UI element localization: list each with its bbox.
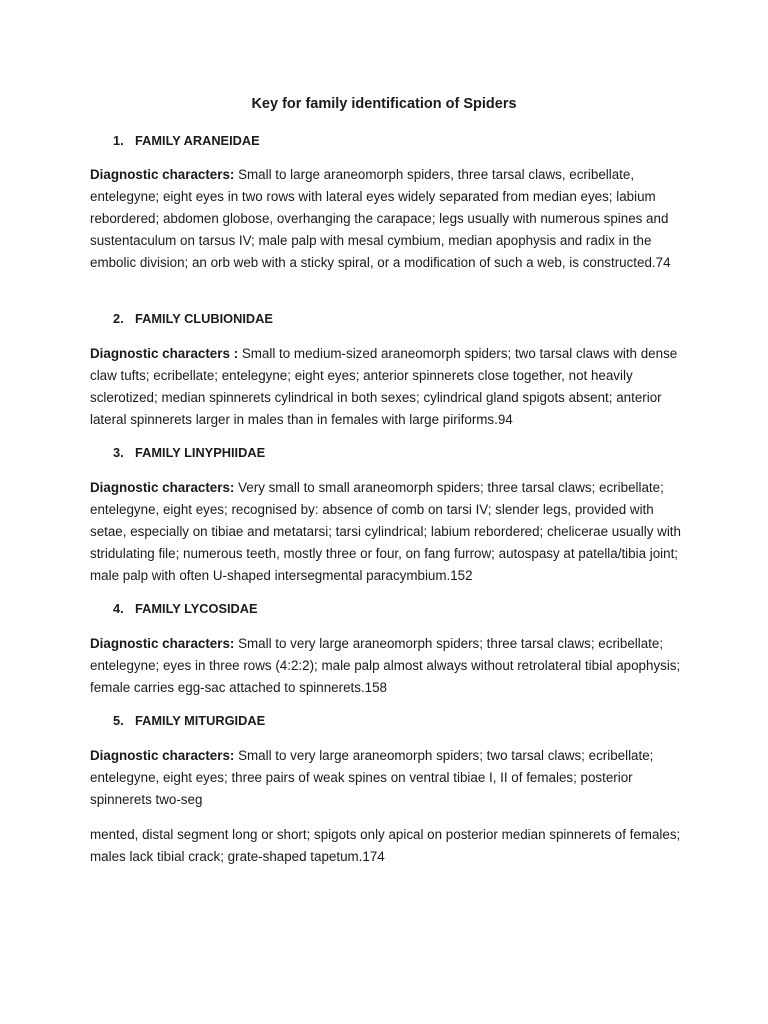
section-heading-text: FAMILY MITURGIDAE — [135, 713, 266, 728]
section-heading-lycosidae — [113, 599, 258, 619]
section-heading-clubionidae — [113, 309, 273, 329]
diagnostic-text: Very small to small araneomorph spiders; three tarsal claws; ecribellate; entelegyne, eight eyes; recognised by: absence of comb on tarsi IV; slender legs, provided with setae, especially on tibiae and metatarsi; tarsi cylindrical; labium rebordered; chelicerae usually with stridulating file; numerous teeth, mostly three or four, on fang furrow; autospasy at patella/tibia joint; male palp with often U-shaped intersegmental paracymbium.152 — [90, 480, 681, 583]
section-number: 1. — [113, 133, 124, 148]
diagnostic-label: Diagnostic characters: — [90, 167, 235, 182]
section-heading-araneidae — [113, 131, 260, 151]
diagnostic-label: Diagnostic characters: — [90, 748, 235, 763]
section-number: 2. — [113, 311, 124, 326]
continuation-paragraph: mented, distal segment long or short; spigots only apical on posterior median spinnerets of females; males lack tibial crack; grate-shaped tapetum.174 — [90, 827, 681, 864]
section-paragraph-linyphiidae — [90, 477, 690, 587]
section-heading-text: FAMILY CLUBIONIDAE — [135, 311, 273, 326]
diagnostic-text: Small to large araneomorph spiders, three tarsal claws, ecribellate, entelegyne; eight eyes in two rows with lateral eyes widely separated from median eyes; labium rebordered; abdomen globose, overhanging the carapace; legs usually with numerous spines and sustentaculum on tarsus IV; male palp with mesal cymbium, median apophysis and radix in the embolic division; an orb web with a sticky spiral, or a modification of such a web, is constructed.74 — [90, 167, 671, 270]
diagnostic-text: Small to very large araneomorph spiders; two tarsal claws; ecribellate; entelegyne, eight eyes; three pairs of weak spines on ventral tibiae I, II of females; posterior spinnerets two-seg — [90, 748, 654, 807]
section-paragraph-clubionidae — [90, 343, 690, 431]
section-heading-text: FAMILY LYCOSIDAE — [135, 601, 258, 616]
section-paragraph-araneidae — [90, 164, 690, 274]
section-heading-text: FAMILY LINYPHIIDAE — [135, 445, 266, 460]
diagnostic-label: Diagnostic characters : — [90, 346, 239, 361]
diagnostic-label: Diagnostic characters: — [90, 480, 235, 495]
section-paragraph-miturgidae — [90, 745, 690, 811]
diagnostic-text: Small to medium-sized araneomorph spiders; two tarsal claws with dense claw tufts; ecribellate; entelegyne; eight eyes; anterior spinnerets close together, not heavily sclerotized; median spinnerets cylindrical in both sexes; cylindrical gland spigots absent; anterior lateral spinnerets larger in males than in females with large piriforms.94 — [90, 346, 678, 427]
section-heading-miturgidae — [113, 711, 265, 731]
section-heading-linyphiidae — [113, 443, 265, 463]
diagnostic-text: Small to very large araneomorph spiders; three tarsal claws; ecribellate; entelegyne; eyes in three rows (4:2:2); male palp almost always without retrolateral tibial apophysis; female carries egg-sac attached to spinnerets.158 — [90, 636, 681, 695]
section-number: 5. — [113, 713, 124, 728]
diagnostic-label: Diagnostic characters: — [90, 636, 235, 651]
section-paragraph-lycosidae — [90, 633, 690, 699]
section-heading-text: FAMILY ARANEIDAE — [135, 133, 260, 148]
section-number: 3. — [113, 445, 124, 460]
document-title: Key for family identification of Spiders — [251, 96, 517, 112]
section-number: 4. — [113, 601, 124, 616]
